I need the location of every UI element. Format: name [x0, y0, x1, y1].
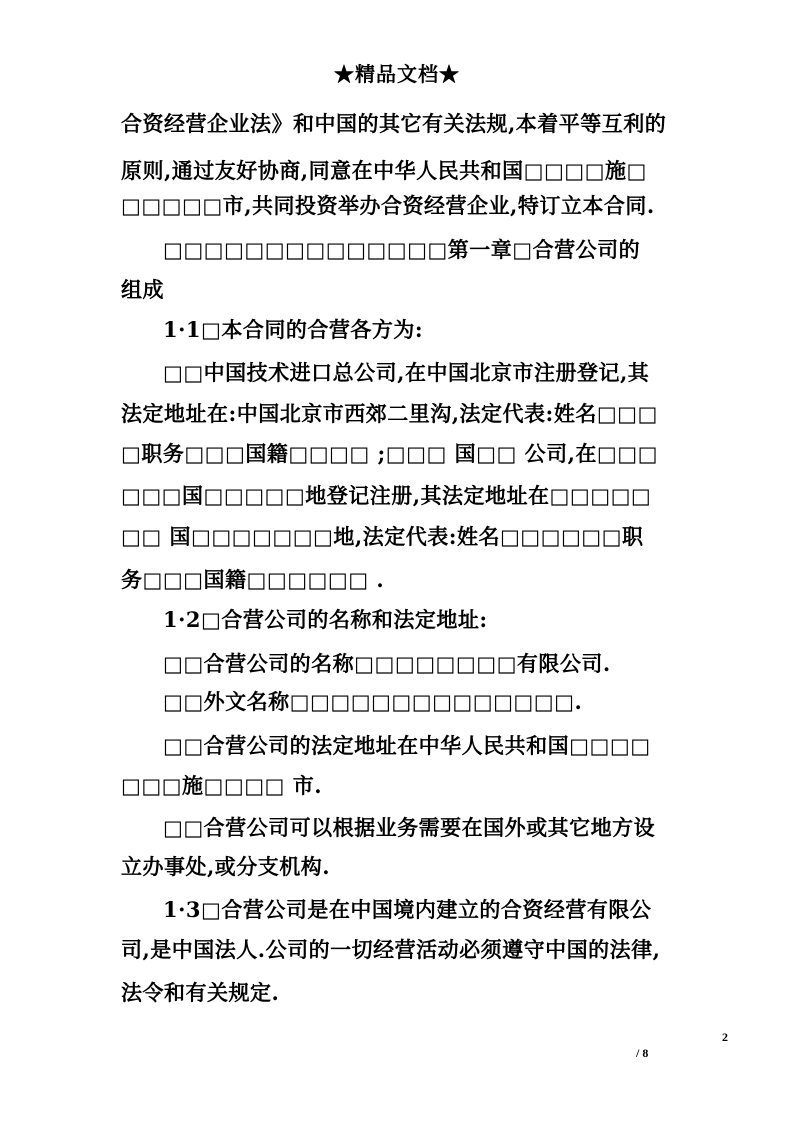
body-line: □□合营公司的法定地址在中华人民共和国□□□□ [163, 733, 651, 758]
body-line: 组成 [121, 277, 164, 302]
body-line: □□□□□□□□□□□□□□第一章□合营公司的 [163, 237, 641, 262]
body-line: 1·2□合营公司的名称和法定地址: [163, 607, 488, 632]
body-line: □□□□□市,共同投资举办合资经营企业,特订立本合同. [121, 193, 655, 218]
body-line: □□□国□□□□□地登记注册,其法定地址在□□□□□ [121, 483, 652, 508]
page-total: / 8 [636, 1046, 649, 1060]
page-number: 2 [722, 1030, 728, 1044]
body-line: 法令和有关规定. [121, 980, 280, 1005]
body-line: □□□施□□□□ 市. [121, 773, 323, 798]
body-line: □□ 国□□□□□□□地,法定代表:姓名□□□□□□职 [121, 524, 644, 549]
body-line: 合资经营企业法》和中国的其它有关法规,本着平等互利的 [121, 111, 667, 136]
body-line: 司,是中国法人.公司的一切经营活动必须遵守中国的法律, [121, 937, 661, 962]
body-line: 原则,通过友好协商,同意在中华人民共和国□□□□施□ [121, 158, 647, 183]
body-line: 1·3□合营公司是在中国境内建立的合资经营有限公 [163, 897, 652, 922]
body-line: 务□□□国籍□□□□□□ . [121, 567, 385, 592]
body-line: 法定地址在:中国北京市西郊二里沟,法定代表:姓名□□□ [121, 401, 658, 426]
body-line: 1·1□本合同的合营各方为: [163, 317, 424, 342]
body-line: □□合营公司可以根据业务需要在国外或其它地方设 [163, 815, 656, 840]
body-line: □□合营公司的名称□□□□□□□□有限公司. [163, 651, 611, 676]
body-line: □□中国技术进口总公司,在中国北京市注册登记,其 [163, 360, 650, 385]
body-line: □□外文名称□□□□□□□□□□□□□□. [163, 689, 583, 714]
body-line: 立办事处,或分支机构. [121, 854, 331, 879]
document-header: ★精品文档★ [334, 62, 460, 86]
body-line: □职务□□□国籍□□□□ ;□□□ 国□□ 公司,在□□□ [121, 441, 658, 466]
